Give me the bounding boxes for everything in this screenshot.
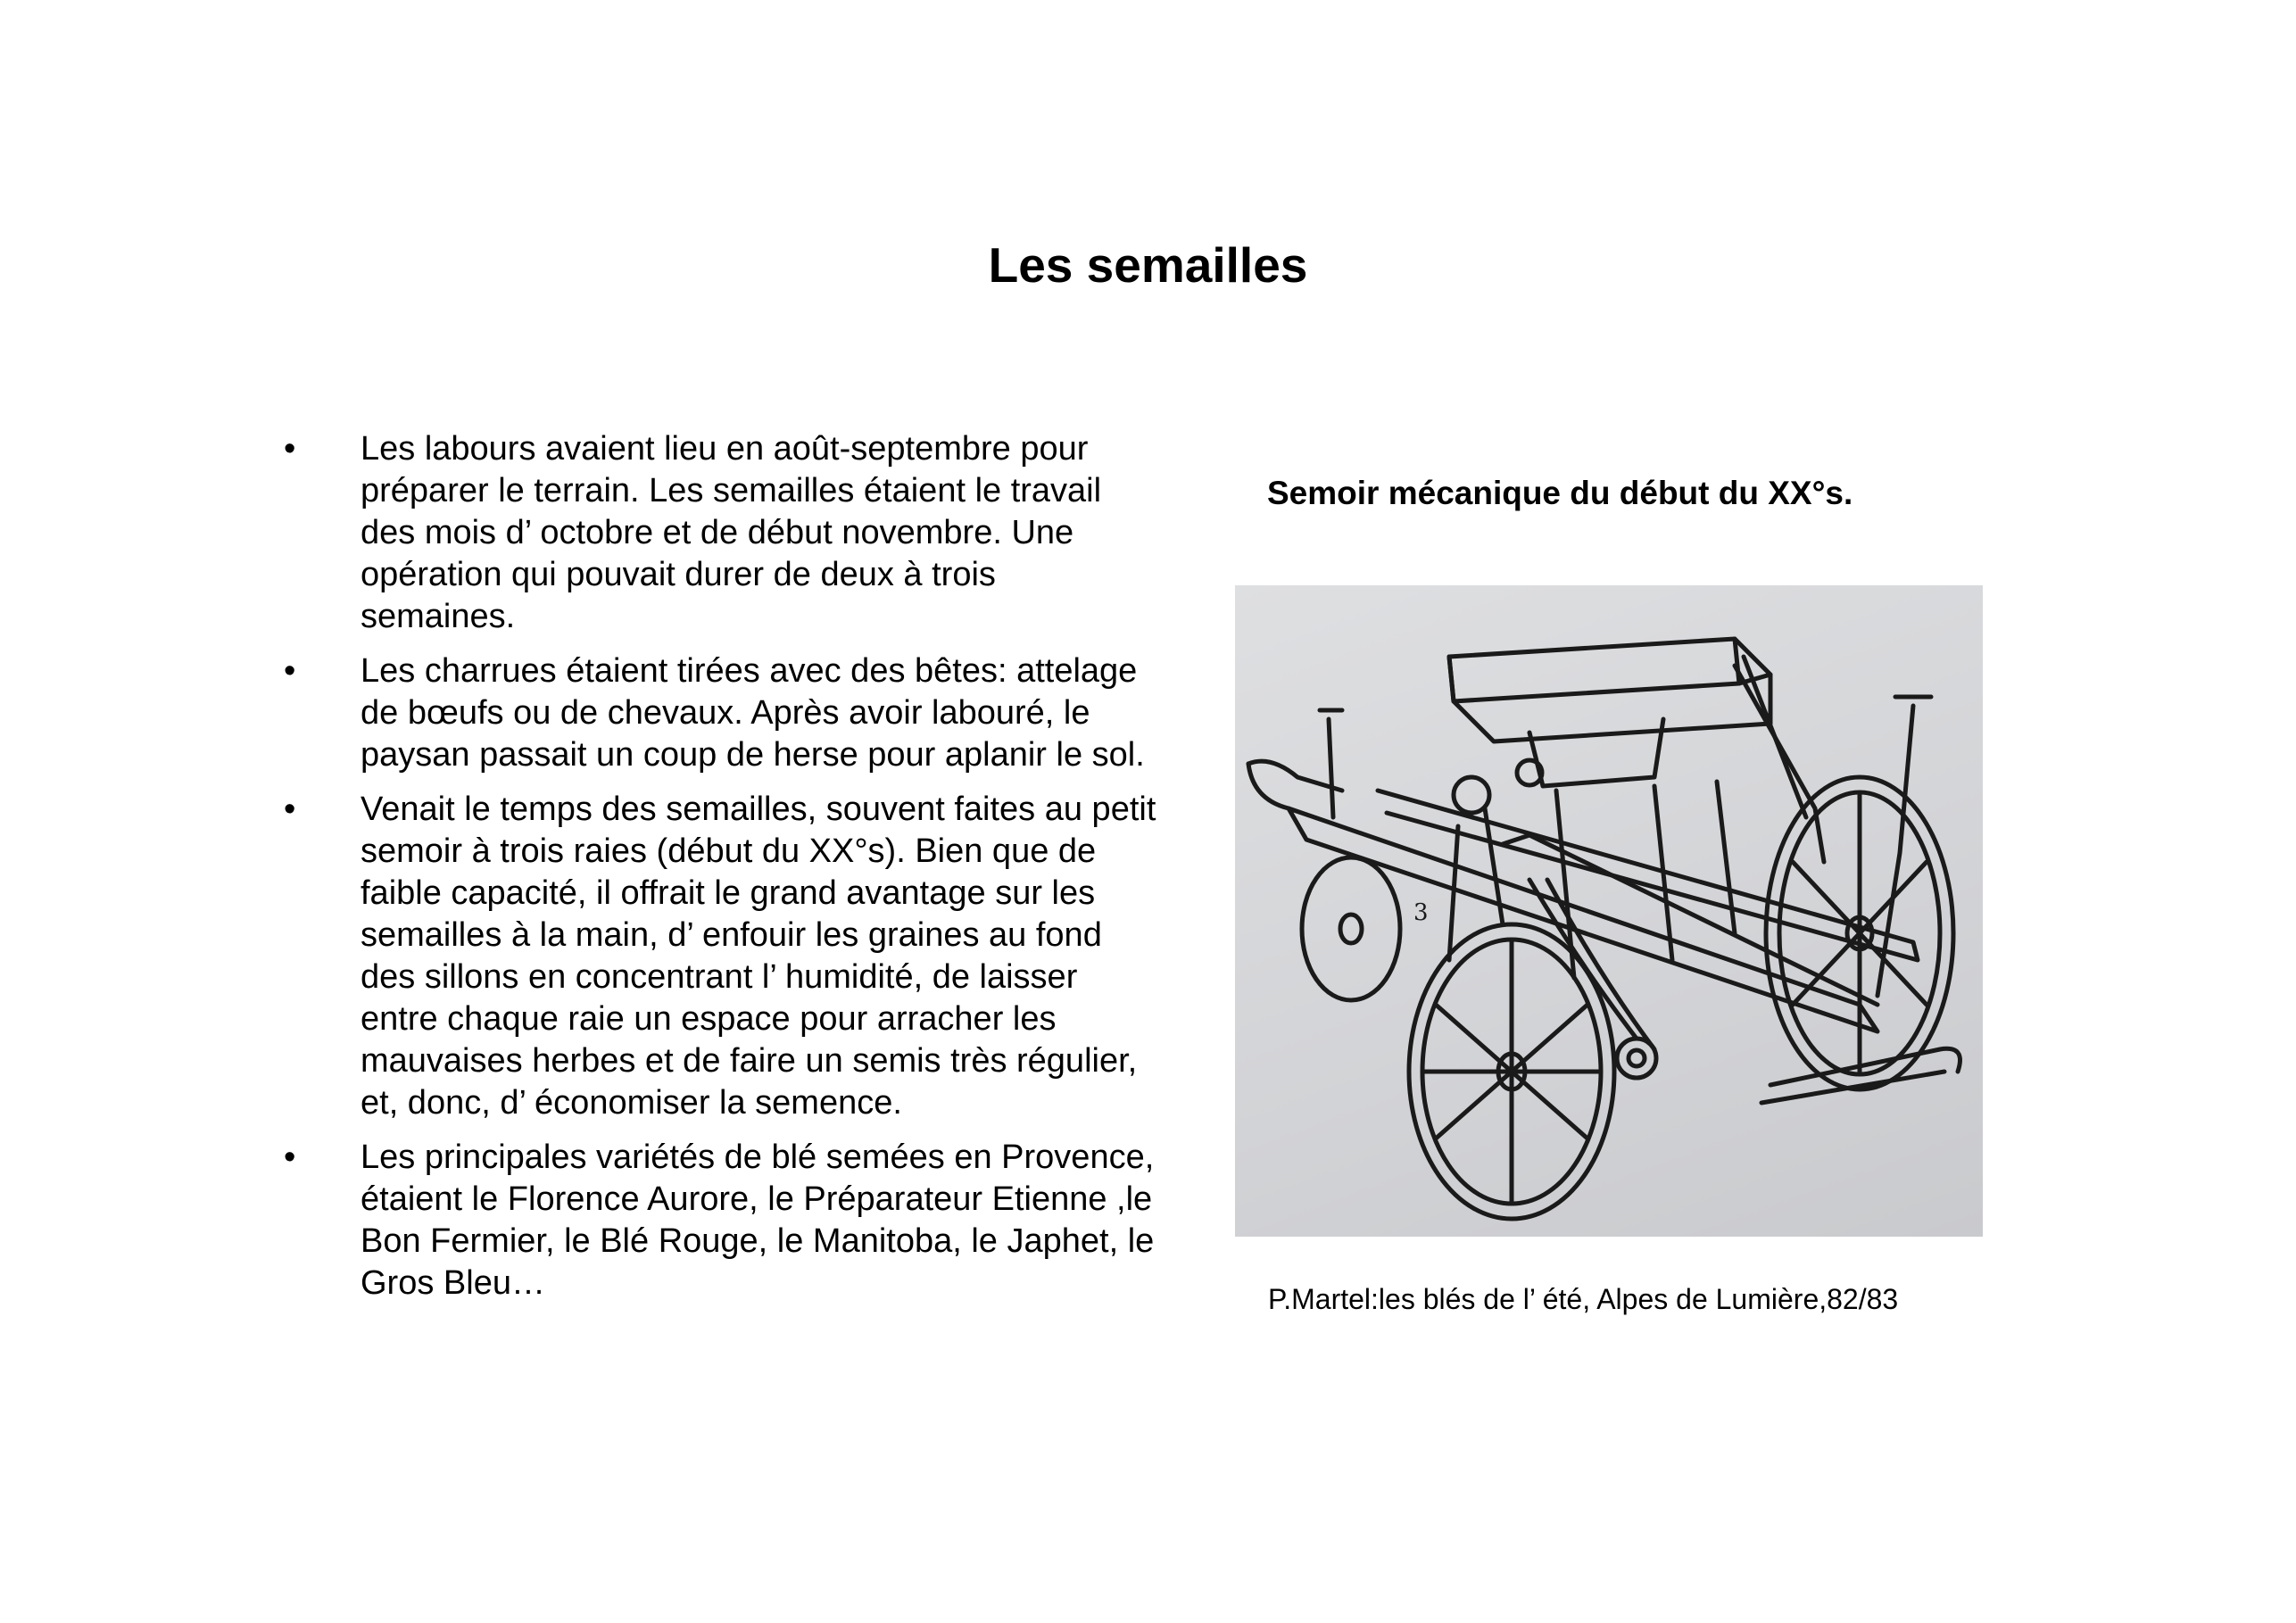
bullet-icon: •: [284, 430, 296, 468]
list-item: [284, 428, 1158, 638]
list-item: [284, 1137, 1158, 1304]
figure-caption: Semoir mécanique du début du XX°s.: [1267, 475, 1853, 511]
bullet-text: Les charrues étaient tirées avec des bêtes: attelage de bœufs ou de chevaux. Après avoir labouré, le paysan passait un coup de herse pour aplanir le sol.: [361, 652, 1145, 774]
bullet-icon: •: [284, 652, 296, 690]
seed-drill-drawing: [1235, 585, 1983, 1237]
bullet-text: Les labours avaient lieu en août-septembre pour préparer le terrain. Les semailles étaient le travail des mois d’ octobre et de début novembre. Une opération qui pouvait durer de deux à trois semaines.: [361, 430, 1102, 635]
page-title: Les semailles: [988, 237, 1308, 293]
bullet-icon: •: [284, 1139, 296, 1176]
seed-drill-illustration: [1235, 585, 1983, 1237]
illustration-number: 3: [1413, 899, 1429, 926]
bullet-text: Venait le temps des semailles, souvent faites au petit semoir à trois raies (début du XX°s). Bien que de faible capacité, il offrait le grand avantage sur les semailles à la main, d’ enfouir les graines au fond des sillons en concentrant l’ humidité, de laisser entre chaque raie un espace pour arracher les mauvaises herbes et de faire un semis très régulier, et, donc, d’ économiser la semence.: [361, 791, 1156, 1122]
list-item: [284, 789, 1158, 1124]
list-item: [284, 650, 1158, 776]
bullet-list: [284, 428, 1158, 1317]
bullet-text: Les principales variétés de blé semées en Provence, étaient le Florence Aurore, le Préparateur Etienne ,le Bon Fermier, le Blé Rouge, le Manitoba, le Japhet, le Gros Bleu…: [361, 1139, 1155, 1302]
bullet-icon: •: [284, 791, 296, 828]
figure-credit: P.Martel:les blés de l’ été, Alpes de Lumière,82/83: [1268, 1283, 1899, 1315]
